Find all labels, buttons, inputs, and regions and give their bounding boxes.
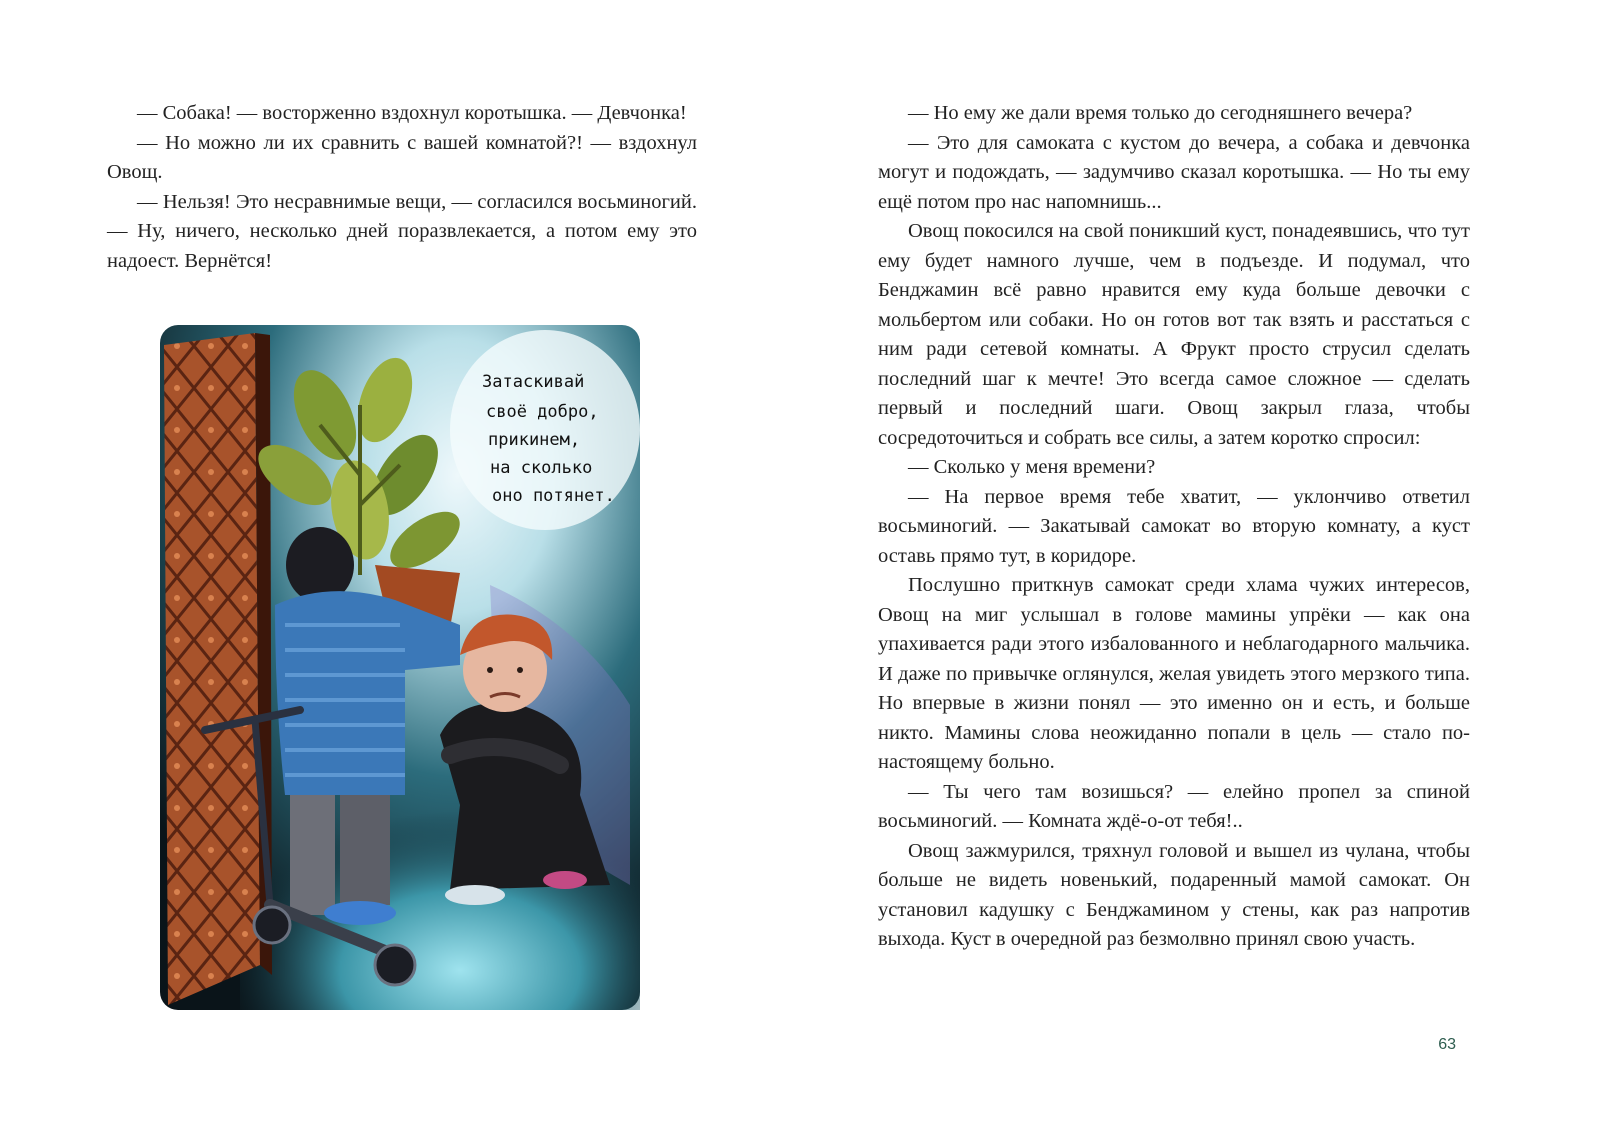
paragraph: — Это для самоката с кустом до вечера, а собака и девчонка могут и подождать, — задумчиво сказал коротышка. — Но ты ему ещё потом про нас напомнишь... (878, 131, 1470, 213)
speech-line: прикинем, (488, 430, 581, 450)
story-illustration (160, 325, 640, 1010)
left-page-text (107, 99, 697, 276)
speech-bubble (450, 330, 640, 530)
right-page-text (878, 99, 1470, 955)
paragraph: — На первое время тебе хватит, — уклончиво ответил восьминогий. — Закатывай самокат во вторую комнату, а куст оставь прямо тут, в коридоре. (878, 485, 1470, 567)
paragraph: — Нельзя! Это несравнимые вещи, — согласился восьминогий. — Ну, ничего, несколько дней поразвлекается, а потом ему это надоест. Вернётся! (107, 190, 697, 272)
right-page (803, 0, 1606, 1134)
speech-line: своё добро, (486, 402, 599, 422)
speech-line: Затаскивай (482, 372, 585, 392)
speech-line: на сколько (490, 458, 593, 478)
paragraph: Овощ зажмурился, тряхнул головой и вышел из чулана, чтобы больше не видеть новенький, подаренный мамой самокат. Он установил кадушку с Бенджамином у стены, как раз напротив выхода. Куст в очередной раз безмолвно принял свою участь. (878, 839, 1470, 950)
paragraph: — Собака! — восторженно вздохнул коротышка. — Девчонка! (137, 102, 687, 124)
paragraph: Овощ покосился на свой поникший куст, понадеявшись, что тут ему будет намного лучше, чем в подъезде. И подумал, что Бенджамин всё равно нравится ему куда больше девочки с мольбертом или собаки. Но он готов вот так взять и расстаться с ним ради сетевой комнаты. А Фрукт просто струсил сделать последний шаг к мечте! Это всегда самое сложное — сделать первый и последний шаги. Овощ закрыл глаза, чтобы сосредоточиться и собрать все силы, а затем коротко спросил: (878, 220, 1470, 449)
speech-line: оно потянет. (492, 486, 615, 506)
quilted-door (164, 333, 260, 1005)
paragraph: — Сколько у меня времени? (908, 456, 1156, 478)
paragraph: Послушно приткнув самокат среди хлама чужих интересов, Овощ на миг услышал в голове мамины упрёки — как она упахивается ради этого избалованного и неблагодарного мальчика. И даже по привычке оглянулся, желая увидеть этого мерзкого типа. Но впервые в жизни понял — это именно он и есть, и больше никто. Мамины слова неожиданно попали в цель — стало по-настоящему больно. (878, 574, 1470, 773)
paragraph: — Но ему же дали время только до сегодняшнего вечера? (908, 102, 1413, 124)
page-number: 63 (1438, 1036, 1456, 1053)
paragraph: — Ты чего там возишься? — елейно пропел за спиной восьминогий. — Комната ждё-о-от тебя!.. (878, 780, 1470, 832)
paragraph: — Но можно ли их сравнить с вашей комнатой?! — вздохнул Овощ. (107, 131, 697, 183)
